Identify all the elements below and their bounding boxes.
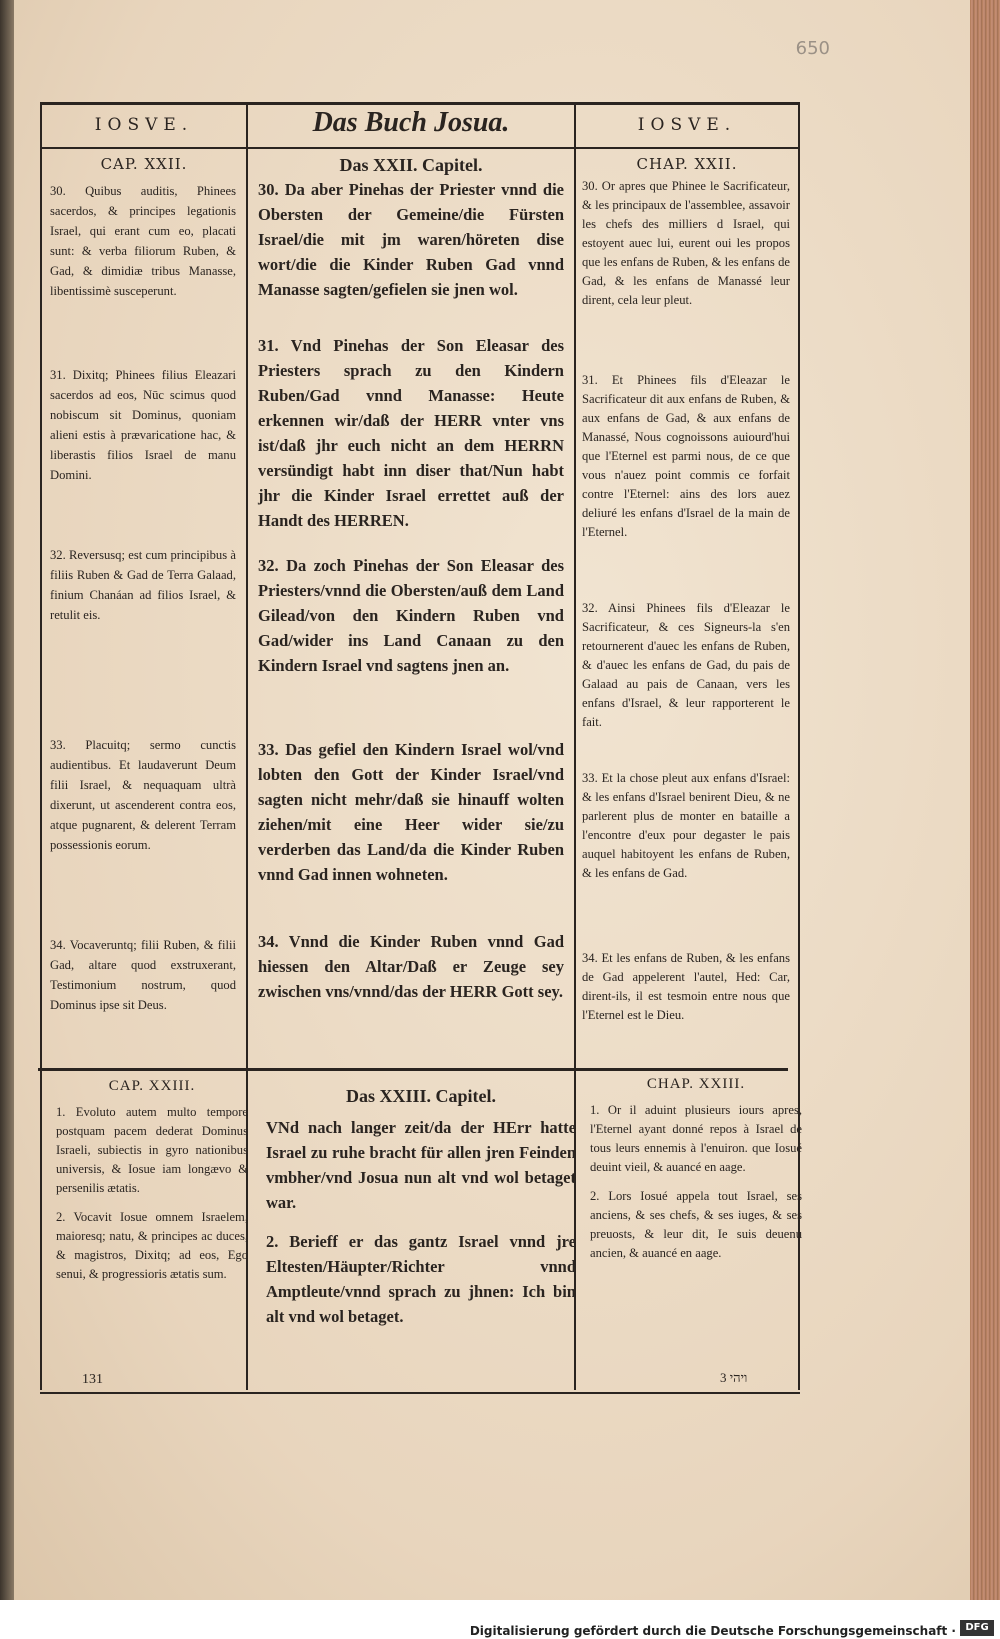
german-verse-32: 32. Da zoch Pinehas der Son Eleasar des Priesters/vnnd die Obersten/auß dem Land Gilead/von den Kindern Ruben vnd Gad/wider ins Land Canaan zu den Kindern Israel vnd sagtens jnen an. <box>258 556 564 675</box>
book-binding-left <box>0 0 14 1600</box>
german-verse-31: 31. Vnd Pinehas der Son Eleasar des Priesters sprach zu den Kindern Ruben/Gad vnnd Manasse: Heute erkennen wir/daß der HERR vnter vns ist/daß jhr euch nicht an dem HERRN versündigt habt inn diser that/Nun habt jhr die Kinder Israel errettet auß der Handt des HERREN. <box>258 336 564 530</box>
french-verse-31: 31. Et Phinees fils d'Eleazar le Sacrificateur dit aux enfans de Ruben, & aux enfans de Gad, & aux enfans de Manassé, Nous cognoissons auiourd'hui que l'Eternel est parmi nous, de ce que vous n'auez point commis ce forfait contre l'Eternel: ains des lors auez deliuré les enfans d'Israel de la main de l'Eternel. <box>582 373 790 539</box>
french-verse-32: 32. Ainsi Phinees fils d'Eleazar le Sacrificateur, & ces Signeurs-la s'en retournerent d'auec les enfans de Ruben, & d'auec les enfans de Gad, du pais de Galaad au pais de Canaan, vers les enfans d'Israel, & leur rapporterent le fait. <box>582 601 790 729</box>
dfg-logo-icon: DFG <box>960 1620 994 1636</box>
latin-running-head: IOSVE. <box>42 105 246 149</box>
french-verse-33: 33. Et la chose pleut aux enfans d'Israel: & les enfans d'Israel benirent Dieu, & ne parlerent plus de monter en bataille a l'encontre d'eux pour degaster le pais auquel habitoyent les enfans de Ruben, & les enfans de Gad. <box>582 771 790 880</box>
latin-chapter23-heading: CAP. XXIII. <box>108 1078 196 1094</box>
latin-verse-34: 34. Vocaveruntq; filii Ruben, & filii Gad, altare quod exstruxerant, Testimonium nostrum, quod Dominus ipse sit Deus. <box>50 938 236 1012</box>
french-verse-30: 30. Or apres que Phinee le Sacrificateur, & les principaux de l'assemblee, assavoir les chefs des milliers d Israel, qui estoyent auec lui, eurent oui les propos que les enfans de Ruben, & les enfans de Gad, & les enfans de Manassé leur dirent, cela leur pleut. <box>582 179 790 307</box>
latin-verse-30: 30. Quibus auditis, Phinees sacerdos, & principes legationis Israel, qui erant cum eo, placati sunt: & verba filiorum Ruben, & Gad, & dimidiæ tribus Manasse, libentissimè susceperunt. <box>50 184 236 298</box>
latin-verse-31: 31. Dixitq; Phinees filius Eleazari sacerdos ad eos, Nūc scimus quod nobiscum sit Dominus, quoniam alieni estis à prævaricatione hac, & liberastis filios Israel de manu Domini. <box>50 368 236 482</box>
pencil-folio-number: 650 <box>795 38 830 59</box>
french-chapter23-heading: CHAP. XXIII. <box>646 1076 746 1092</box>
german-verse-34: 34. Vnnd die Kinder Ruben vnnd Gad hiessen den Altar/Daß er Zeuge sey zwischen vns/vnnd/das der HERR Gott sey. <box>258 932 564 1001</box>
latin-chapter-heading: CAP. XXII. <box>100 155 188 173</box>
german-ch23-verse-1: VNd nach langer zeit/da der HErr hatte Israel zu ruhe bracht für allen jren Feinden vmbher/vnd Josua nun alt vnd wol betaget war. <box>266 1118 576 1212</box>
german-verse-33: 33. Das gefiel den Kindern Israel wol/vnd lobten den Gott der Kinder Israel/vnd sagten nicht mehr/daß sie hinauff wolten ziehen/mit eine Heer wider sie/zu verderben das Land/da die Kinder Ruben vnnd Gad innen wohneten. <box>258 740 564 884</box>
french-chapter-heading: CHAP. XXII. <box>636 155 738 173</box>
french-ch23-verse-1: 1. Or il aduint plusieurs iours apres, l'Eternel ayant donné repos à Israel de tous leurs ennemis à l'enuiron. que Iosué deuint vieil, & auancé en aage. <box>590 1103 802 1174</box>
bottom-rule <box>40 1392 800 1394</box>
latin-ch23-verse-2: 2. Vocavit Iosue omnem Israelem, maioresq; natu, & principes ac duces, & magistros, Dixitq; ad eos, Ego senui, & progressioris ætatis sum. <box>56 1210 248 1281</box>
funding-credit: Digitalisierung gefördert durch die Deutsche Forschungsgemeinschaft · <box>469 1624 956 1638</box>
book-page-edges <box>970 0 1000 1600</box>
catchword-signature: ויהי 3 <box>720 1370 748 1385</box>
german-chapter-heading: Das XXII. Capitel. <box>339 155 483 175</box>
latin-verse-33: 33. Placuitq; sermo cunctis audientibus. Et laudaverunt Deum filii Israel, & nequaquam ultrà dixerunt, ut ascenderent contra eos, atque pugnarent, & delerent Terram possessionis eorum. <box>50 738 236 852</box>
latin-ch23-verse-1: 1. Evoluto autem multo tempore postquam pacem dederat Dominus Israeli, subiectis in gyro nationibus universis, & Iosue iam longævo & persenilis ætatis. <box>56 1105 248 1195</box>
latin-verse-32: 32. Reversusq; est cum principibus à filiis Ruben & Gad de Terra Galaad, finium Chanáan ad filios Israel, & retulit eis. <box>50 548 236 622</box>
french-running-head: IOSVE. <box>576 105 798 149</box>
german-chapter23-heading: Das XXIII. Capitel. <box>345 1086 496 1106</box>
page-number: 131 <box>82 1372 103 1387</box>
german-verse-30: 30. Da aber Pinehas der Priester vnnd die Obersten der Gemeine/die Fürsten Israel/die mit jm waren/höreten dise wort/die die Kinder Ruben Gad vnnd Manasse sagten/gefielen sie jnen wol. <box>258 180 564 299</box>
german-ch23-verse-2: 2. Berieff er das gantz Israel vnnd jre Eltesten/Häupter/Richter vnnd Amptleute/vnnd sprach zu jhnen: Ich bin alt vnd wol betaget. <box>266 1232 576 1326</box>
german-running-head: Das Buch Josua. <box>248 105 574 149</box>
french-chapter23 <box>590 1076 802 1273</box>
french-verse-34: 34. Et les enfans de Ruben, & les enfans de Gad appelerent l'autel, Hed: Car, dirent-ils, il est tesmoin entre nous que l'Eternel est le Dieu. <box>582 951 790 1022</box>
chapter-divider-rule <box>38 1068 788 1071</box>
digitization-footer <box>0 1600 1000 1639</box>
german-chapter23 <box>266 1086 576 1343</box>
french-ch23-verse-2: 2. Lors Iosué appela tout Israel, ses anciens, & ses chefs, & ses iuges, & ses preuosts, & leur dit, Ie suis deuenu ancien, & auancé en aage. <box>590 1189 802 1260</box>
latin-chapter23 <box>56 1078 248 1294</box>
